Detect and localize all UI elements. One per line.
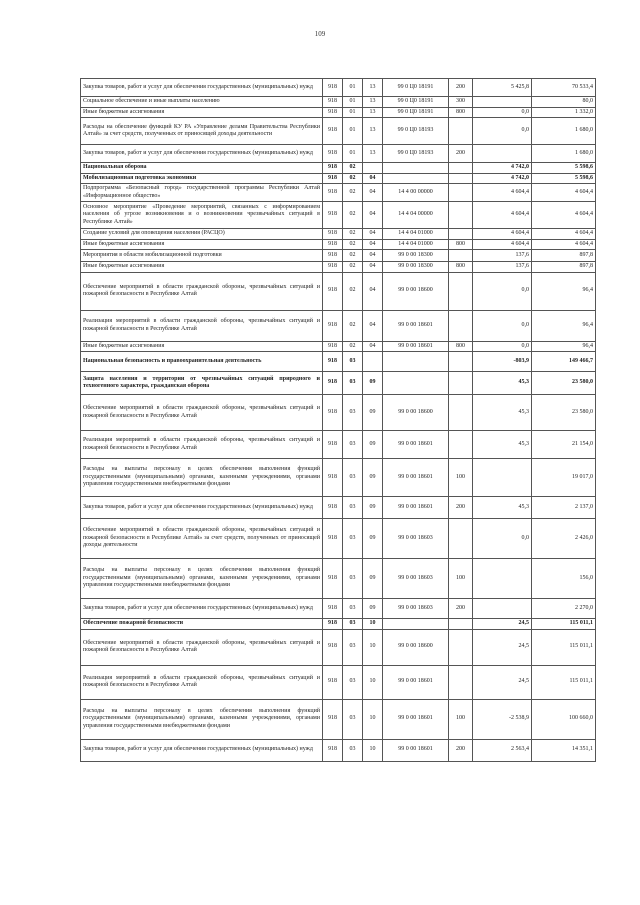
row-target-article: 99 0 00 18300 — [383, 262, 449, 273]
row-amount-total: 19 017,0 — [532, 459, 596, 497]
table-row — [81, 173, 596, 184]
row-expense-type — [449, 310, 473, 341]
row-expense-type — [449, 173, 473, 184]
row-target-article — [383, 352, 449, 372]
table-row — [81, 559, 596, 599]
row-section-code: 02 — [343, 250, 363, 262]
row-ved-code: 918 — [323, 739, 343, 761]
row-amount-change: 2 563,4 — [473, 739, 532, 761]
row-expense-type — [449, 272, 473, 310]
row-amount-total: 5 598,6 — [532, 163, 596, 174]
row-expense-type: 100 — [449, 459, 473, 497]
row-amount-total: 14 351,1 — [532, 739, 596, 761]
row-target-article: 99 0 00 18601 — [383, 431, 449, 459]
row-name: Иные бюджетные ассигнования — [81, 107, 323, 118]
row-ved-code: 918 — [323, 173, 343, 184]
row-expense-type: 200 — [449, 599, 473, 619]
row-subsection-code: 09 — [363, 459, 383, 497]
row-section-code: 02 — [343, 202, 363, 229]
budget-table — [80, 78, 596, 762]
table-row — [81, 107, 596, 118]
row-section-code: 03 — [343, 629, 363, 665]
row-amount-total: 5 598,6 — [532, 173, 596, 184]
row-ved-code: 918 — [323, 431, 343, 459]
row-name: Закупка товаров, работ и услуг для обеспечения государственных (муниципальных) нужд — [81, 497, 323, 519]
row-subsection-code: 13 — [363, 97, 383, 108]
row-ved-code: 918 — [323, 559, 343, 599]
row-subsection-code: 13 — [363, 79, 383, 97]
row-amount-total: 1 332,0 — [532, 107, 596, 118]
row-expense-type — [449, 665, 473, 699]
row-amount-change: 137,6 — [473, 262, 532, 273]
row-amount-change — [473, 145, 532, 163]
row-expense-type — [449, 395, 473, 431]
row-subsection-code: 13 — [363, 145, 383, 163]
row-target-article: 14 4 00 00000 — [383, 184, 449, 202]
row-ved-code: 918 — [323, 262, 343, 273]
row-name: Реализация мероприятий в области гражданской обороны, чрезвычайных ситуаций и пожарной безопасности в Республике Алтай — [81, 665, 323, 699]
row-subsection-code — [363, 163, 383, 174]
row-name: Иные бюджетные ассигнования — [81, 239, 323, 250]
row-ved-code: 918 — [323, 107, 343, 118]
row-name: Иные бюджетные ассигнования — [81, 262, 323, 273]
table-row — [81, 629, 596, 665]
row-subsection-code: 04 — [363, 173, 383, 184]
table-row — [81, 352, 596, 372]
row-ved-code: 918 — [323, 118, 343, 145]
row-expense-type: 800 — [449, 107, 473, 118]
row-ved-code: 918 — [323, 97, 343, 108]
row-subsection-code: 04 — [363, 239, 383, 250]
row-amount-total: 96,4 — [532, 310, 596, 341]
row-target-article — [383, 619, 449, 630]
row-ved-code: 918 — [323, 395, 343, 431]
page-number: 109 — [314, 30, 326, 38]
table-row — [81, 229, 596, 240]
table-row — [81, 739, 596, 761]
row-expense-type: 800 — [449, 262, 473, 273]
table-row — [81, 262, 596, 273]
row-amount-change: 4 742,0 — [473, 163, 532, 174]
row-ved-code: 918 — [323, 459, 343, 497]
row-name: Закупка товаров, работ и услуг для обеспечения государственных (муниципальных) нужд — [81, 145, 323, 163]
row-target-article: 99 0 00 18300 — [383, 250, 449, 262]
table-row — [81, 431, 596, 459]
row-amount-total: 100 660,0 — [532, 699, 596, 739]
table-row — [81, 699, 596, 739]
row-name: Обеспечение мероприятий в области гражданской обороны, чрезвычайных ситуаций и пожарной безопасности в Республике Алтай — [81, 629, 323, 665]
row-amount-total: 4 604,4 — [532, 229, 596, 240]
row-subsection-code: 09 — [363, 372, 383, 395]
row-amount-change — [473, 459, 532, 497]
row-section-code: 03 — [343, 372, 363, 395]
row-section-code: 03 — [343, 519, 363, 559]
row-name: Обеспечение мероприятий в области гражданской обороны, чрезвычайных ситуаций и пожарной безопасности в Республике Алтай» за счет средств, полученных от приносящей доходы деятельности — [81, 519, 323, 559]
row-name: Защита населения и территории от чрезвычайных ситуаций природного и техногенного характера, гражданская оборона — [81, 372, 323, 395]
row-name: Расходы на выплаты персоналу в целях обеспечения выполнения функций государственными (муниципальными) органами, казенными учреждениями, органами управления государственными внебюджетными фондами — [81, 699, 323, 739]
row-name: Социальное обеспечение и иные выплаты населению — [81, 97, 323, 108]
row-subsection-code: 13 — [363, 118, 383, 145]
row-target-article: 99 0 00 18603 — [383, 599, 449, 619]
row-target-article: 99 0 00 18603 — [383, 519, 449, 559]
row-amount-change: 4 604,4 — [473, 202, 532, 229]
row-subsection-code: 04 — [363, 262, 383, 273]
table-row — [81, 665, 596, 699]
row-section-code: 03 — [343, 497, 363, 519]
table-row — [81, 497, 596, 519]
row-target-article: 99 0 00 18600 — [383, 629, 449, 665]
row-section-code: 02 — [343, 173, 363, 184]
row-name: Национальная оборона — [81, 163, 323, 174]
row-ved-code: 918 — [323, 665, 343, 699]
row-expense-type: 100 — [449, 699, 473, 739]
row-amount-total: 70 533,4 — [532, 79, 596, 97]
row-section-code: 03 — [343, 699, 363, 739]
row-section-code: 03 — [343, 431, 363, 459]
row-expense-type — [449, 163, 473, 174]
row-section-code: 03 — [343, 599, 363, 619]
row-amount-total: 897,8 — [532, 250, 596, 262]
row-amount-total: 2 270,0 — [532, 599, 596, 619]
row-expense-type — [449, 184, 473, 202]
row-amount-change: 0,0 — [473, 519, 532, 559]
row-expense-type — [449, 629, 473, 665]
row-expense-type — [449, 250, 473, 262]
row-name: Расходы на выплаты персоналу в целях обеспечения выполнения функций государственными (муниципальными) органами, казенными учреждениями, органами управления государственными внебюджетными фондами — [81, 559, 323, 599]
row-amount-change: 0,0 — [473, 107, 532, 118]
row-amount-total: 897,8 — [532, 262, 596, 273]
row-amount-change: 24,5 — [473, 665, 532, 699]
row-amount-total: 21 154,0 — [532, 431, 596, 459]
row-ved-code: 918 — [323, 250, 343, 262]
table-row — [81, 519, 596, 559]
row-subsection-code: 04 — [363, 184, 383, 202]
row-section-code: 03 — [343, 665, 363, 699]
row-target-article — [383, 173, 449, 184]
row-target-article: 99 0 00 18600 — [383, 272, 449, 310]
row-amount-change: -2 538,9 — [473, 699, 532, 739]
row-section-code: 01 — [343, 107, 363, 118]
table-row — [81, 118, 596, 145]
row-expense-type — [449, 118, 473, 145]
row-target-article: 99 0 Ц0 18191 — [383, 97, 449, 108]
row-amount-change: 0,0 — [473, 118, 532, 145]
row-subsection-code: 10 — [363, 619, 383, 630]
table-row — [81, 97, 596, 108]
row-name: Обеспечение мероприятий в области гражданской обороны, чрезвычайных ситуаций и пожарной безопасности в Республике Алтай — [81, 395, 323, 431]
row-amount-change: 4 742,0 — [473, 173, 532, 184]
row-section-code: 02 — [343, 310, 363, 341]
row-amount-change: 137,6 — [473, 250, 532, 262]
row-ved-code: 918 — [323, 629, 343, 665]
row-target-article: 14 4 04 01000 — [383, 229, 449, 240]
row-subsection-code: 04 — [363, 229, 383, 240]
table-row — [81, 145, 596, 163]
row-expense-type — [449, 372, 473, 395]
row-amount-change: 0,0 — [473, 272, 532, 310]
row-amount-change: 45,3 — [473, 497, 532, 519]
row-subsection-code: 04 — [363, 341, 383, 352]
row-ved-code: 918 — [323, 272, 343, 310]
row-expense-type: 300 — [449, 97, 473, 108]
row-section-code: 02 — [343, 272, 363, 310]
row-amount-total: 23 580,0 — [532, 395, 596, 431]
row-expense-type — [449, 352, 473, 372]
row-subsection-code: 04 — [363, 250, 383, 262]
table-row — [81, 79, 596, 97]
row-amount-change: 45,3 — [473, 395, 532, 431]
row-target-article: 99 0 Ц0 18191 — [383, 107, 449, 118]
row-target-article: 99 0 00 18601 — [383, 497, 449, 519]
row-name: Создание условий для оповещения населения (РАСЦО) — [81, 229, 323, 240]
row-name: Иные бюджетные ассигнования — [81, 341, 323, 352]
row-target-article: 14 4 04 01000 — [383, 239, 449, 250]
table-row — [81, 619, 596, 630]
row-amount-total: 115 011,1 — [532, 629, 596, 665]
row-name: Закупка товаров, работ и услуг для обеспечения государственных (муниципальных) нужд — [81, 79, 323, 97]
row-target-article: 99 0 Ц0 18193 — [383, 145, 449, 163]
row-subsection-code: 09 — [363, 497, 383, 519]
row-subsection-code: 09 — [363, 599, 383, 619]
row-name: Мобилизационная подготовка экономики — [81, 173, 323, 184]
row-ved-code: 918 — [323, 599, 343, 619]
row-amount-change: 4 604,4 — [473, 229, 532, 240]
row-amount-total: 4 604,4 — [532, 239, 596, 250]
budget-table-body — [81, 79, 596, 762]
row-subsection-code: 09 — [363, 559, 383, 599]
row-ved-code: 918 — [323, 310, 343, 341]
row-name: Закупка товаров, работ и услуг для обеспечения государственных (муниципальных) нужд — [81, 739, 323, 761]
row-amount-total: 80,0 — [532, 97, 596, 108]
row-expense-type — [449, 519, 473, 559]
row-expense-type — [449, 229, 473, 240]
row-subsection-code: 10 — [363, 665, 383, 699]
table-row — [81, 459, 596, 497]
row-name: Обеспечение пожарной безопасности — [81, 619, 323, 630]
row-amount-change: 24,5 — [473, 619, 532, 630]
row-name: Национальная безопасность и правоохранительная деятельность — [81, 352, 323, 372]
row-ved-code: 918 — [323, 619, 343, 630]
table-row — [81, 163, 596, 174]
row-ved-code: 918 — [323, 519, 343, 559]
row-ved-code: 918 — [323, 145, 343, 163]
row-subsection-code: 04 — [363, 272, 383, 310]
row-expense-type: 800 — [449, 239, 473, 250]
row-name: Реализация мероприятий в области гражданской обороны, чрезвычайных ситуаций и пожарной безопасности в Республике Алтай — [81, 431, 323, 459]
row-amount-total: 1 680,0 — [532, 145, 596, 163]
row-section-code: 01 — [343, 145, 363, 163]
row-amount-total: 4 604,4 — [532, 202, 596, 229]
row-name: Основное мероприятие «Проведение мероприятий, связанных с информированием населения об угрозе возникновения и о возникновении чрезвычайных ситуаций в Республике Алтай» — [81, 202, 323, 229]
row-target-article: 99 0 00 18601 — [383, 459, 449, 497]
row-section-code: 03 — [343, 352, 363, 372]
row-amount-change: 0,0 — [473, 310, 532, 341]
row-subsection-code: 10 — [363, 629, 383, 665]
row-name: Расходы на выплаты персоналу в целях обеспечения выполнения функций государственными (муниципальными) органами, казенными учреждениями, органами управления государственными внебюджетными фондами — [81, 459, 323, 497]
row-target-article: 99 0 Ц0 18191 — [383, 79, 449, 97]
row-section-code: 03 — [343, 559, 363, 599]
row-name: Подпрограмма «Безопасный город» государственной программы Республики Алтай «Информационное общество» — [81, 184, 323, 202]
row-subsection-code: 09 — [363, 519, 383, 559]
row-expense-type — [449, 619, 473, 630]
row-ved-code: 918 — [323, 497, 343, 519]
row-section-code: 02 — [343, 341, 363, 352]
row-amount-total: 96,4 — [532, 272, 596, 310]
row-expense-type: 200 — [449, 497, 473, 519]
row-ved-code: 918 — [323, 699, 343, 739]
row-amount-change — [473, 599, 532, 619]
row-section-code: 01 — [343, 97, 363, 108]
row-amount-total: 2 426,0 — [532, 519, 596, 559]
table-row — [81, 239, 596, 250]
row-subsection-code: 09 — [363, 395, 383, 431]
table-row — [81, 599, 596, 619]
row-section-code: 03 — [343, 459, 363, 497]
row-section-code: 02 — [343, 163, 363, 174]
row-section-code: 02 — [343, 262, 363, 273]
row-subsection-code — [363, 352, 383, 372]
row-amount-total: 4 604,4 — [532, 184, 596, 202]
table-row — [81, 372, 596, 395]
row-amount-total: 1 680,0 — [532, 118, 596, 145]
row-amount-total: 115 011,1 — [532, 665, 596, 699]
row-subsection-code: 10 — [363, 699, 383, 739]
table-row — [81, 310, 596, 341]
row-ved-code: 918 — [323, 372, 343, 395]
row-amount-total: 23 580,0 — [532, 372, 596, 395]
row-ved-code: 918 — [323, 79, 343, 97]
row-amount-total: 156,0 — [532, 559, 596, 599]
row-expense-type: 800 — [449, 341, 473, 352]
row-ved-code: 918 — [323, 352, 343, 372]
table-row — [81, 272, 596, 310]
row-amount-total: 149 466,7 — [532, 352, 596, 372]
row-expense-type: 100 — [449, 559, 473, 599]
table-row — [81, 395, 596, 431]
row-subsection-code: 13 — [363, 107, 383, 118]
table-row — [81, 202, 596, 229]
row-amount-change: 0,0 — [473, 341, 532, 352]
row-amount-change: 4 604,4 — [473, 239, 532, 250]
row-amount-change: -803,9 — [473, 352, 532, 372]
row-subsection-code: 04 — [363, 310, 383, 341]
row-target-article: 99 0 Ц0 18193 — [383, 118, 449, 145]
row-ved-code: 918 — [323, 229, 343, 240]
row-section-code: 01 — [343, 118, 363, 145]
row-amount-change — [473, 97, 532, 108]
row-ved-code: 918 — [323, 239, 343, 250]
row-target-article: 99 0 00 18601 — [383, 341, 449, 352]
row-subsection-code: 10 — [363, 739, 383, 761]
row-target-article: 99 0 00 18601 — [383, 665, 449, 699]
row-target-article: 99 0 00 18603 — [383, 559, 449, 599]
row-ved-code: 918 — [323, 184, 343, 202]
row-name: Мероприятия в области мобилизационной подготовки — [81, 250, 323, 262]
row-subsection-code: 04 — [363, 202, 383, 229]
row-section-code: 03 — [343, 739, 363, 761]
row-section-code: 01 — [343, 79, 363, 97]
row-amount-total: 2 137,0 — [532, 497, 596, 519]
row-target-article: 99 0 00 18600 — [383, 395, 449, 431]
row-section-code: 03 — [343, 395, 363, 431]
row-amount-total: 96,4 — [532, 341, 596, 352]
row-amount-change: 24,5 — [473, 629, 532, 665]
table-row — [81, 341, 596, 352]
row-name: Реализация мероприятий в области гражданской обороны, чрезвычайных ситуаций и пожарной безопасности в Республике Алтай — [81, 310, 323, 341]
row-target-article — [383, 372, 449, 395]
row-ved-code: 918 — [323, 163, 343, 174]
row-section-code: 03 — [343, 619, 363, 630]
table-row — [81, 184, 596, 202]
row-amount-change: 45,3 — [473, 372, 532, 395]
row-section-code: 02 — [343, 184, 363, 202]
row-target-article: 99 0 00 18601 — [383, 699, 449, 739]
row-expense-type — [449, 431, 473, 459]
row-ved-code: 918 — [323, 341, 343, 352]
row-target-article: 14 4 04 00000 — [383, 202, 449, 229]
row-subsection-code: 09 — [363, 431, 383, 459]
row-amount-change — [473, 559, 532, 599]
row-expense-type — [449, 202, 473, 229]
row-section-code: 02 — [343, 239, 363, 250]
row-name: Обеспечение мероприятий в области гражданской обороны, чрезвычайных ситуаций и пожарной безопасности в Республике Алтай — [81, 272, 323, 310]
row-ved-code: 918 — [323, 202, 343, 229]
row-amount-change: 45,3 — [473, 431, 532, 459]
row-name: Расходы на обеспечение функций КУ РА «Управление делами Правительства Республики Алтай» за счет средств, полученных от приносящей доходы деятельности — [81, 118, 323, 145]
row-amount-change: 4 604,4 — [473, 184, 532, 202]
row-target-article: 99 0 00 18601 — [383, 310, 449, 341]
row-amount-change: 5 425,8 — [473, 79, 532, 97]
row-name: Закупка товаров, работ и услуг для обеспечения государственных (муниципальных) нужд — [81, 599, 323, 619]
table-row — [81, 250, 596, 262]
row-section-code: 02 — [343, 229, 363, 240]
row-expense-type: 200 — [449, 79, 473, 97]
row-expense-type: 200 — [449, 739, 473, 761]
row-target-article: 99 0 00 18601 — [383, 739, 449, 761]
row-expense-type: 200 — [449, 145, 473, 163]
row-target-article — [383, 163, 449, 174]
row-amount-total: 115 011,1 — [532, 619, 596, 630]
